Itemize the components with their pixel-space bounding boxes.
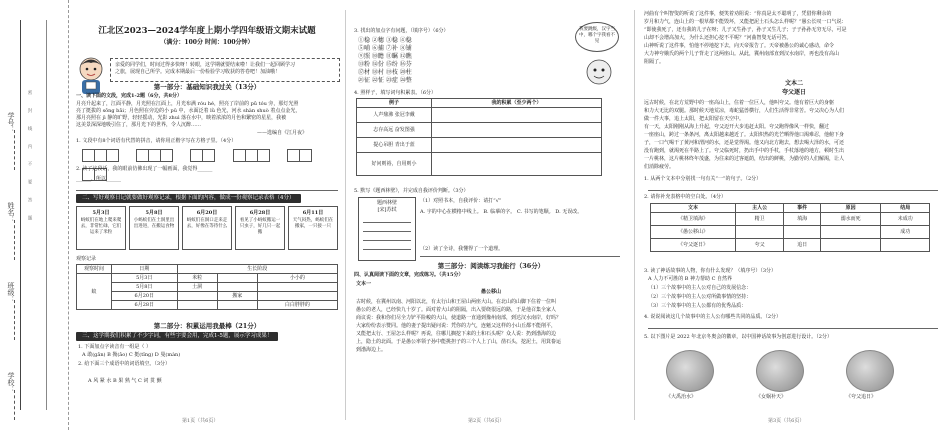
- class-field[interactable]: [14, 300, 16, 340]
- q3-options: A 敢(gǎn) B 拗(ǎo) C 挺(tǐng) D 曼(màn): [82, 352, 181, 358]
- myth-cell: 追日: [784, 239, 820, 252]
- record-cell: 5月3日: [112, 274, 178, 283]
- class-label: 班级：: [7, 282, 15, 303]
- record-cell: 6月28日: [112, 301, 178, 310]
- poem-box[interactable]: [358, 197, 416, 261]
- page-1: [72, 0, 342, 430]
- record-cell[interactable]: [217, 301, 257, 310]
- myth-header: 原因: [820, 204, 881, 213]
- myth-cell: 《愚公移山》: [651, 226, 736, 239]
- record-cell[interactable]: 米粒: [177, 274, 217, 283]
- record-cell[interactable]: [257, 283, 337, 292]
- myth-cell[interactable]: [881, 239, 930, 252]
- obs-date: 5月8日: [145, 210, 163, 216]
- obs-card: [288, 206, 338, 250]
- acc-header: 我的积累（至少两个）: [432, 99, 602, 108]
- text1-label: 文本一: [356, 281, 372, 287]
- intro-box: [110, 58, 340, 82]
- text1-cont-line: “即使我死了，还有我的儿子在呀；儿子又生孙子，孙子又生儿子；子子孙孙无穷无尽，可是: [644, 27, 847, 33]
- text1-title: 愚公移山: [480, 289, 501, 295]
- intro-line-2: 之旅，展现自己所学。完成本期最后一份检验学习收获的答卷吧！加油哦！: [115, 69, 281, 75]
- p3-q3: 3. 读了神话故事的人物，你有什么发现？（填序号）（3分）: [644, 268, 777, 274]
- text1-cont-line: 岁月和力气，连山上的一根草都不能毁坏，又能把泥土石头怎么样呢？”愚公长叹一口气说：: [644, 19, 847, 25]
- grid-cell[interactable]: [160, 149, 173, 162]
- page-divider: [634, 10, 635, 420]
- record-cell: 6月20日: [112, 292, 178, 301]
- binding-line: [20, 20, 21, 410]
- myth-header: 结局: [881, 204, 930, 213]
- q1-passage-line: 那月亮照在 jì 静的旷野，轻轻摇动，光影 zhuì 落在水中，映着浓浓的月色和繁密的星星，我被: [76, 115, 287, 121]
- answer-line[interactable]: [648, 190, 938, 191]
- record-cell[interactable]: 白白胖胖的: [257, 301, 337, 310]
- answer-line[interactable]: [76, 190, 338, 191]
- myth-cell[interactable]: [820, 239, 881, 252]
- acc-header: 例子: [357, 99, 432, 108]
- p3-q2: 2. 请你补充表格中的空白处。（4分）: [644, 194, 727, 200]
- q1-passage-line: 这美景深深地吸引住了，那月光下的世界，令人沉醉……: [76, 122, 202, 128]
- record-header: 观察时间: [77, 265, 112, 274]
- myth-cell: 《夸父逐日》: [651, 239, 736, 252]
- pair-row: ㉑征 ㉒怔 ㉓症 ㉔整: [358, 77, 412, 84]
- q3-heading: 三、这学期我们积累了不少字词，有些字要会用，完成1-5题，展示学习成果！: [76, 332, 278, 341]
- observation-cards: [76, 206, 340, 252]
- badge-image-nvwa: [756, 350, 804, 392]
- myth-cell: 填海: [784, 213, 820, 226]
- p3-q3-item: （3）三个故事中的主人公都有的优秀品质：: [648, 303, 747, 309]
- myth-table: [650, 203, 930, 252]
- p3-q3-options: A 人力不可胜的 B 神力帮助 C 自然界: [648, 276, 733, 282]
- record-cell[interactable]: [257, 292, 337, 301]
- record-table: [76, 264, 338, 310]
- obs-card: [235, 206, 285, 250]
- part3-title: 第三部分：阅读练习我能行（36分）: [437, 262, 545, 270]
- text1-line: 愚公的老人，已经快九十岁了。面对着大山的阻隔，出入要绕很远的路，于是他召集全家人: [356, 307, 557, 313]
- text1-body: [356, 298, 628, 354]
- text2-title: 夸父逐日: [781, 89, 806, 96]
- text1-line: 古时候，在冀州以南、河阳以北，有太行山和王屋山两座大山。在北山的山脚下住着一位叫: [356, 299, 557, 305]
- pair-row: ⑨照 ⑩瞻 ⑪瞩 ⑫瞧: [358, 53, 412, 60]
- acc-answer[interactable]: [432, 123, 602, 138]
- record-cell[interactable]: [177, 301, 217, 310]
- obs-card: [182, 206, 232, 250]
- myth-cell[interactable]: [735, 226, 784, 239]
- grid-cell[interactable]: [299, 149, 312, 162]
- text2-line: 一片桃林，这片桃林终年茂盛，为往来的过客遮荫，结出的鲜桃，为勤劳的人们解渴，让人: [644, 156, 845, 162]
- text2-line: 有一天，太阳刚刚从海上升起，夸父迈开大步追赶太阳。夸父跑得像风一样快，翻过: [644, 124, 830, 130]
- binding-line-inner: [46, 20, 47, 410]
- exam-title: 江北区2023—2024学年度上期小学四年级语文期末试题: [98, 26, 316, 36]
- record-cell: 5月8日: [112, 283, 178, 292]
- text2-label: 文本二: [784, 80, 803, 87]
- record-header: 生长阶段: [177, 265, 337, 274]
- self-eval: （1）对照书本，自我评价：请打“√”: [420, 198, 502, 204]
- q1-passage-line: 亮了挺拔的 sōng bǎi；月色照在旁边的小 pǔ 中，水面泛着 lǜ 色光，河水 shàn shuò 着点点金光，: [76, 108, 301, 114]
- poem-title: 题西林壁: [376, 200, 397, 206]
- school-label: 学校：: [7, 372, 15, 393]
- myth-header: 文本: [651, 204, 736, 213]
- grid-cell[interactable]: [202, 149, 215, 162]
- myth-cell: 《精卫填海》: [651, 213, 736, 226]
- accumulation-table: [356, 98, 602, 176]
- myth-header: 事件: [784, 204, 820, 213]
- footer-page-1: 第1页（共6页）: [182, 418, 219, 424]
- text1-cont-line: 山却不会增高加大，为什么还担心挖不平呢？”河曲智叟无话可答。: [644, 35, 792, 41]
- record-cell[interactable]: 搬家: [217, 292, 257, 301]
- myth-cell[interactable]: [784, 226, 820, 239]
- myth-cell[interactable]: [820, 226, 881, 239]
- obs-date: 6月11日: [302, 210, 324, 216]
- p3-q3-item: （1）三个故事中的主人公对自己的发展信念：: [648, 285, 752, 291]
- page-3: [640, 0, 946, 430]
- record-cell[interactable]: 土洞: [177, 283, 217, 292]
- acc-answer[interactable]: [432, 138, 602, 153]
- speech-bubble: 我要跳级，汉字当中，哪个字我看不见: [575, 22, 619, 52]
- text1-line: 又能把太行、王屋怎么样呢？再说，往哪儿搁挖下来的土和石头呢？众人说：扔到渤海的边: [356, 331, 557, 337]
- q1-passage: [76, 101, 340, 129]
- poem-line[interactable]: [363, 222, 411, 223]
- acc-example: 志存高远 奋发图强: [357, 123, 432, 138]
- grid-cell[interactable]: [106, 149, 119, 162]
- text1-cont-line: 阻隔了。: [644, 59, 665, 65]
- obs-card: [76, 206, 126, 250]
- page-divider: [345, 10, 346, 420]
- footer-page-3: 第3页（共6页）: [768, 418, 805, 424]
- answer-line[interactable]: [648, 328, 938, 329]
- record-cell[interactable]: [217, 283, 257, 292]
- record-header: 日期: [112, 265, 178, 274]
- text1-continued: [644, 10, 944, 66]
- footer-page-2: 第2页（共6页）: [468, 418, 505, 424]
- q3-sub3: 3. 找出的加点字有问题，（填序号）（6分）: [354, 28, 449, 34]
- q1-passage-line: 月亮升起来了，江面平静，月光照在江面上，月光布满 róu hé，照亮了岸前的 pū tóu 旁，那灯光照: [76, 101, 299, 107]
- text2-line: 做一件大事，追上太阳，把太阳留在天空中。: [644, 116, 745, 122]
- text1-line: 上，隐土的北面。于是愚公率领子孙中能挑担子的三个人上了山，凿石头，挖泥土，用箕畚运: [356, 339, 562, 345]
- grid-cell[interactable]: [257, 149, 270, 162]
- poem-line[interactable]: [363, 249, 411, 250]
- record-title: 观察记录: [76, 256, 97, 262]
- part2-title: 第二部分：积累运用我最棒（21分）: [153, 322, 261, 330]
- school-field[interactable]: [14, 390, 16, 420]
- myth-header: 主人公: [735, 204, 784, 213]
- name-label: 姓名：: [7, 202, 15, 223]
- poem-author: [宋]苏轼: [377, 207, 397, 213]
- text1-line: 商议说：我和你们尽全力铲平险峻的大山，使道路一直通到豫州南部，到达汉水南岸，好吗？: [356, 315, 562, 321]
- poem-line[interactable]: [363, 240, 411, 241]
- acc-example: 提心吊胆 青出于蓝: [357, 138, 432, 153]
- name-field[interactable]: [14, 220, 16, 260]
- mascot-icon: [582, 55, 616, 89]
- q1-sub2b: ______，所以______: [76, 176, 122, 182]
- q3-sub4: 4. 照样子，填写词句积累表。（6分）: [354, 90, 437, 96]
- q4-heading: 四、认真阅读下面的文章，完成练习。（共15分）: [354, 272, 464, 278]
- text1-cont-line: 河曲有个叫智叟的听说了这件事，便笑着劝阻说：“你真是太不聪明了，凭借你剩余的: [644, 11, 832, 17]
- record-cell[interactable]: [177, 292, 217, 301]
- p3-q5: 5. 以下图片是 2022 年北京冬奥会的徽章，以中国神话故事为创意进行设计。（2分）: [644, 334, 832, 340]
- page-2: [350, 0, 632, 430]
- q3-sub5b: （2）读了全诗，我懂得了一个道理。: [420, 246, 504, 252]
- q1-sub2: 2. 读了这段话，我的眼前仿佛出现了一幅画面，我觉得______: [76, 166, 213, 172]
- myth-cell: 精卫: [735, 213, 784, 226]
- pairs-list: [358, 37, 568, 85]
- obs-text: 天气闷热，蚂蚁们在搬家，一只接一只: [292, 218, 334, 229]
- intro-line-1: 亲爱的同学们，时间过得多快呀！转眼，这学期就要结束啦！让我们一起回顾学习: [115, 62, 296, 68]
- record-cell[interactable]: [217, 274, 257, 283]
- text1-line: 到渤海边上。: [356, 347, 387, 353]
- text2-line: 和力大无比的双腿。那时候天地荒凉，毒蛇猛兽横行，人们生活得非常苦。夸父决心为人们: [644, 108, 845, 114]
- text2-line: 一座座山，跨过一条条河，离太阳越来越近了。太阳炽热的光芒晒得他口渴难忍，他俯下身: [644, 132, 845, 138]
- badge-caption: 《女娲补天》: [756, 394, 787, 400]
- myth-cell: 未成功: [881, 213, 930, 226]
- poem-line[interactable]: [363, 231, 411, 232]
- record-cell: 蚁: [77, 274, 112, 310]
- q1-source: ——选编自《江月夜》: [257, 130, 308, 136]
- p3-q1: 1. 从两个文本中分别找一句有关“一”的句子。（2分）: [644, 176, 762, 182]
- q1-heading: 一、读下面的文段，完成1-2题（6分，共8分）: [76, 93, 182, 99]
- badge-image-dayu: [666, 350, 714, 392]
- myth-cell: 夸父: [735, 239, 784, 252]
- acc-answer[interactable]: [432, 108, 602, 123]
- text1-cont-line: 山神听说了这件事，怕他不停地挖下去，向天帝报告了。天帝被愚公的诚心感动，命令: [644, 43, 835, 49]
- q3-sub5: 5. 默写《题西林壁》，并完成自我评价判断。（3分）: [354, 188, 469, 194]
- badge-caption: 《夸父追日》: [846, 394, 877, 400]
- q3-blanks: A 风 紧 水 B 果 熟 气 C 词 贯 颤: [88, 378, 162, 384]
- text2-line: 们消除疲劳。: [644, 164, 675, 170]
- myth-cell: 成功: [881, 226, 930, 239]
- exam-meta: （满分：100分 时间：100分钟）: [160, 39, 254, 46]
- text2-line: 子，一口气喝干了黄河和渭河的水，还是觉得渴。他又向北方跑去，想去喝大泽的水，可还: [644, 140, 845, 146]
- number-field[interactable]: [14, 130, 16, 170]
- part1-title: 第一部分：基础知识我过关（13分）: [153, 83, 261, 91]
- acc-example: 好问则裕，自用则小: [357, 153, 432, 176]
- pair-row: ①稳 ②穗 ③稳 ④稳: [358, 37, 412, 44]
- answer-line[interactable]: [420, 256, 620, 257]
- q2-heading: 二、写好观察日记就要做好观察记录，根据下面的内容，做成一份观察记录表格（4分）: [76, 194, 301, 203]
- p3-q4: 4. 说说阅读这几个故事中的主人公有哪些共同的品质。（2分）: [644, 314, 782, 320]
- self-eval-options: A. 字的中心在横格中线上。 B. 临摹的字。 C. 书写的笔顺。 D. 无误改。: [420, 209, 583, 215]
- text2-line: 没有跑到，就渴死在半路上了。夸父临死时，扔出手中的手杖，手杖落地的地方，顿时生出: [644, 148, 845, 154]
- text2-line: 远古时候，在北方荒野中的一座高山上，住着一位巨人，他叫夸父。他有着巨大的身躯: [644, 100, 835, 106]
- obs-date: 5月3日: [92, 210, 110, 216]
- record-cell[interactable]: 小小的: [257, 274, 337, 283]
- text1-cont-line: 大力神夸娥氏的两个儿子背走了这两座山。从此，冀州南部直到汉水南岸，再也没有高山: [644, 51, 840, 57]
- obs-text: 看见了小蚂蚁搬运一只虫子，好几只一起搬: [239, 218, 281, 235]
- p3-q3-item: （2）三个故事中的主人公对所做事情的坚持：: [648, 294, 752, 300]
- pinyin-grid[interactable]: [82, 147, 340, 161]
- number-label: 学号：: [7, 112, 15, 133]
- badge-caption: 《大禹治水》: [666, 394, 697, 400]
- binding-warning: 密 封 线 内 不 要 答 题: [27, 90, 32, 227]
- obs-text: 小蚂蚁们在土洞里出出进进，在搬运食物: [133, 218, 175, 229]
- pair-row: ⑤哺 ⑥捕 ⑦补 ⑧铺: [358, 45, 412, 52]
- pair-row: ⑬粉 ⑭份 ⑮纷 ⑯芬: [358, 61, 412, 68]
- obs-text: 蚂蚁们在洞口走来走去，好像在等待什么: [186, 218, 228, 229]
- binding-margin: [0, 0, 69, 430]
- obs-card: [129, 206, 179, 250]
- pair-row: ⑰材 ⑱村 ⑲枝 ⑳柱: [358, 69, 412, 76]
- q3-sub1: 1. 下面加点字读音有一组是（ ）: [78, 344, 151, 350]
- acc-example: 人声鼎沸 张冠李戴: [357, 108, 432, 123]
- obs-date: 6月28日: [249, 210, 271, 216]
- badge-image-kuafu: [846, 350, 894, 392]
- myth-cell: 溺水而死: [820, 213, 881, 226]
- acc-answer[interactable]: [432, 153, 602, 176]
- q1-sub1: 1. 文段中有8个词语有代替的拼音，请你用正楷字写在方格子里。（4分）: [76, 138, 237, 144]
- text1-line: 大家纷纷表示赞同。他的妻子提出疑问说：凭你的力气，连魁父这样的小山丘都不能削平，: [356, 323, 557, 329]
- obs-date: 6月20日: [196, 210, 218, 216]
- obs-text: 蚂蚁们在地上爬来爬去，非常忙碌，它们运来了米粒: [80, 218, 122, 235]
- q3-sub2: 2. 给下面三个成语中的词语填空。（3分）: [78, 361, 171, 367]
- text2-body: [644, 99, 944, 171]
